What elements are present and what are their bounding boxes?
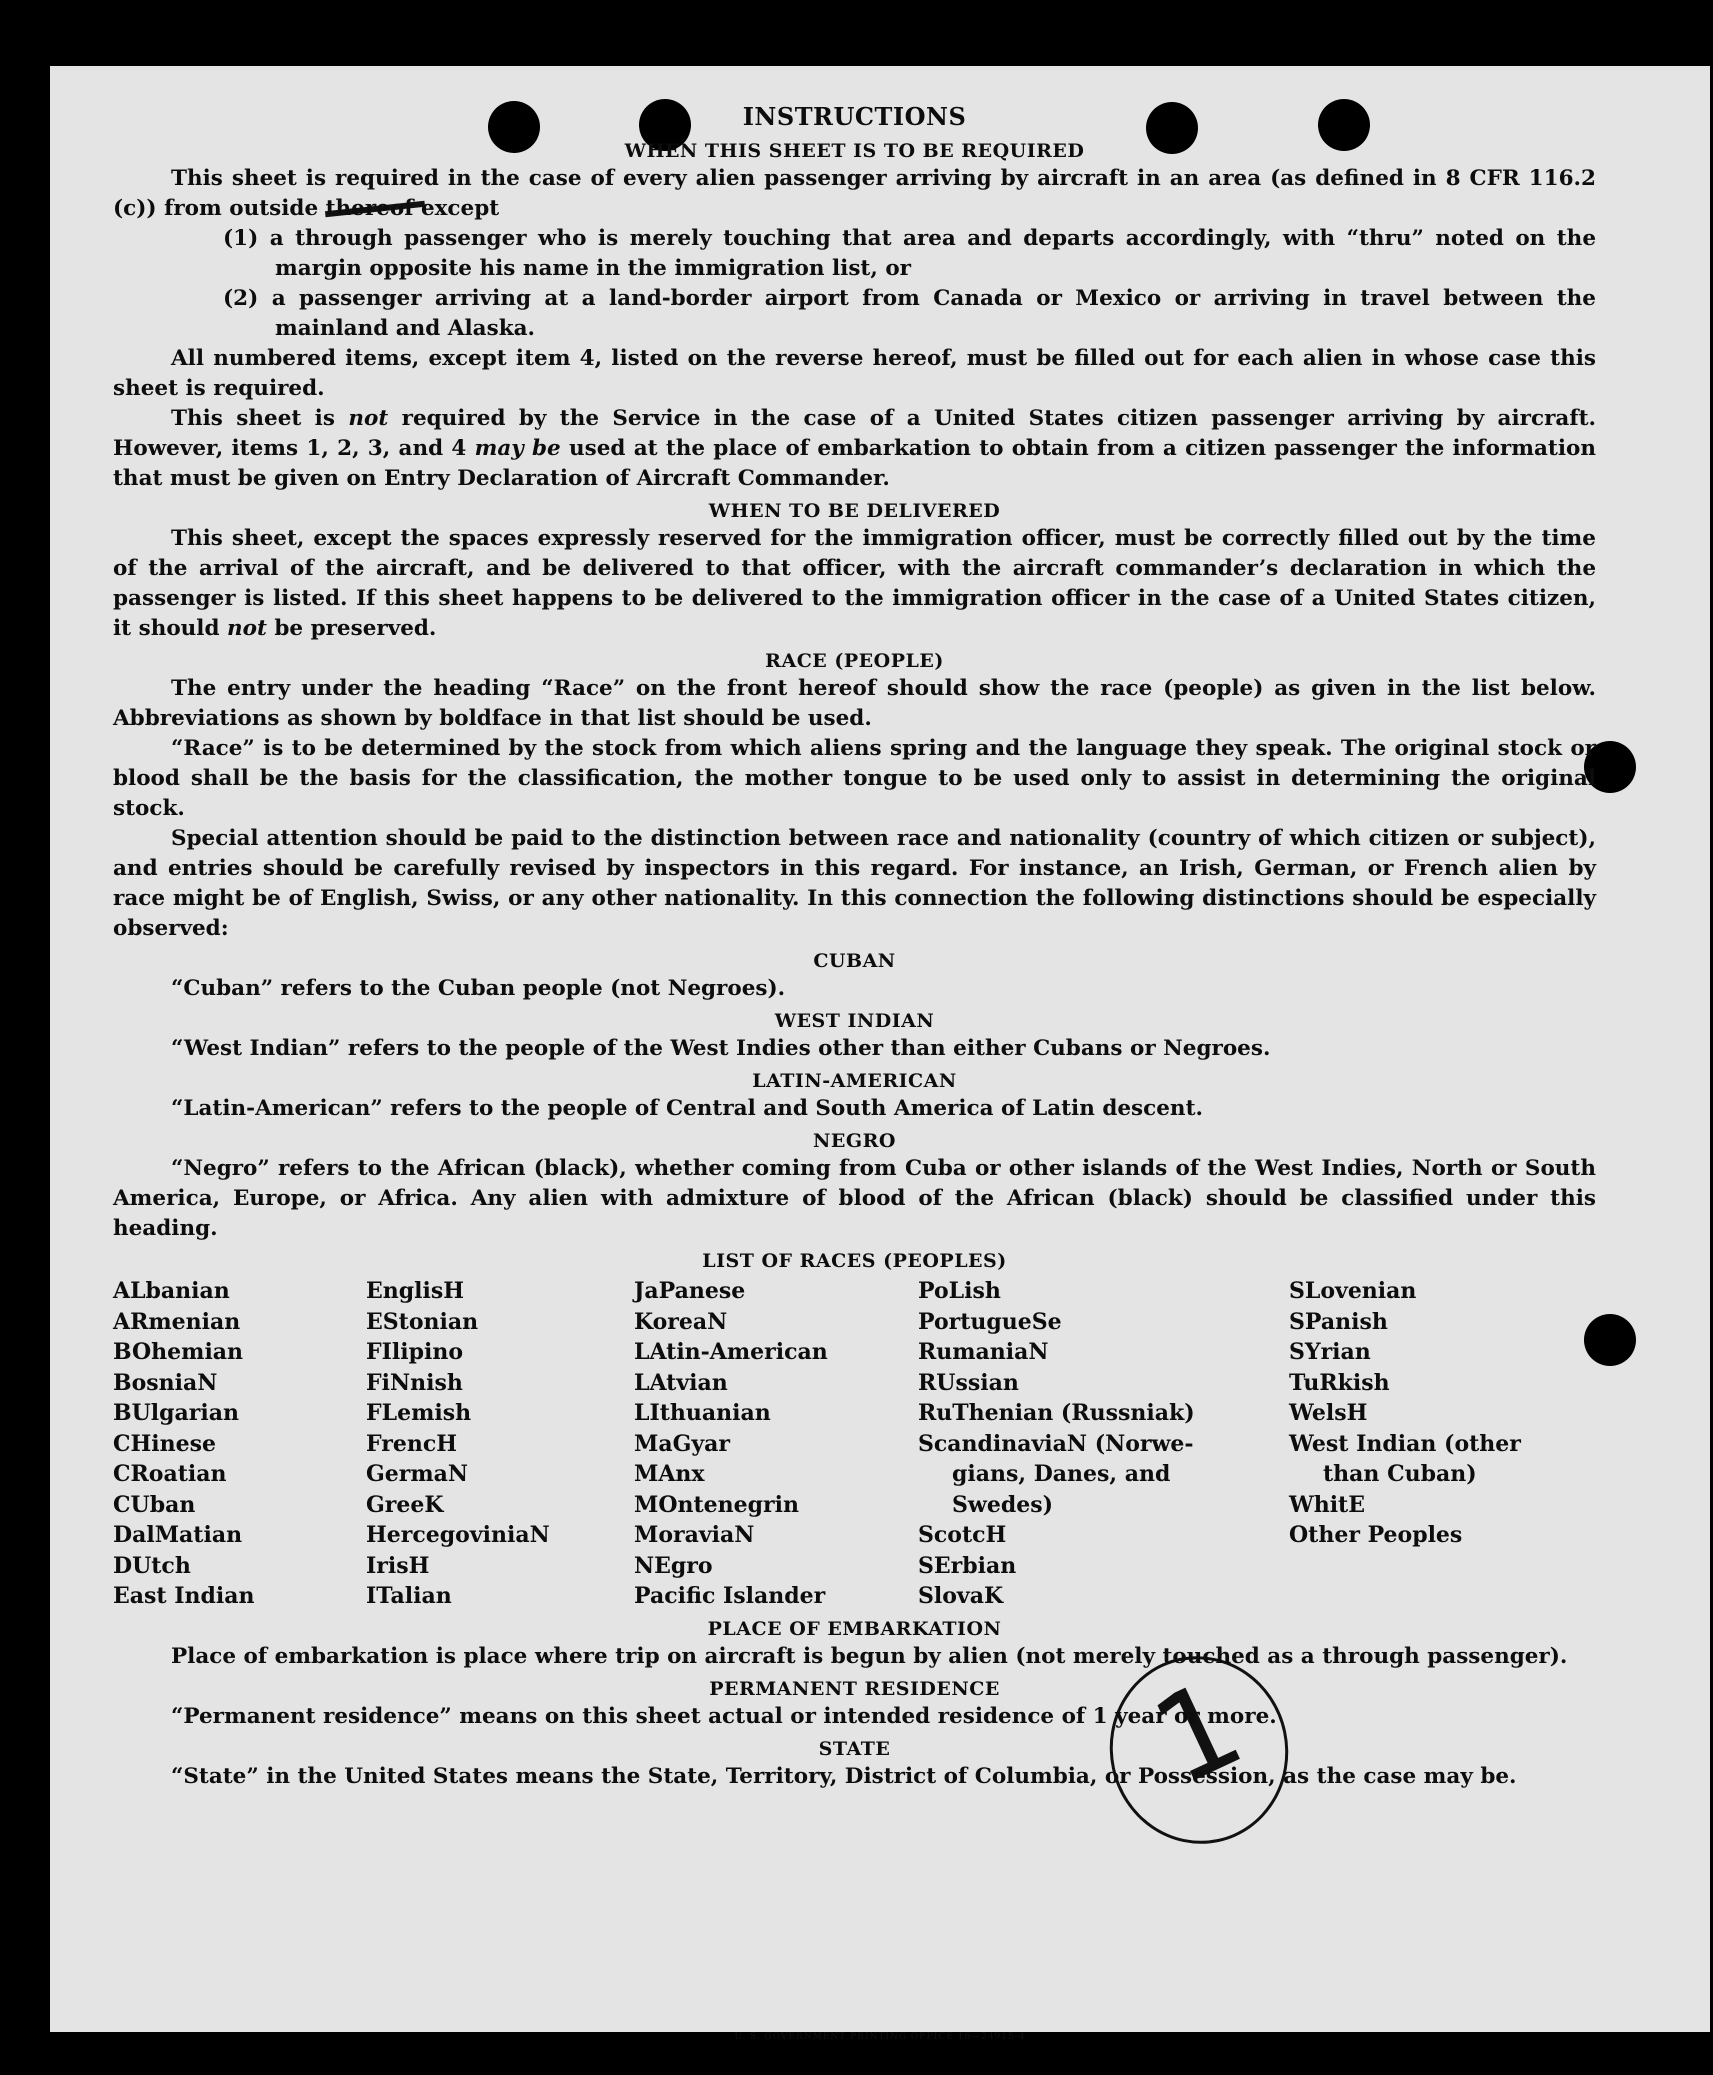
race-entry: MaGyar	[634, 1430, 731, 1457]
race-entry: Swedes)	[952, 1491, 1053, 1518]
race-entry: IrisH	[366, 1552, 430, 1579]
race-entry: West Indian (other	[1289, 1430, 1521, 1457]
race-entry: MOntenegrin	[634, 1491, 799, 1518]
race-entry: RumaniaN	[918, 1339, 1049, 1365]
race-entry: ALbanian	[113, 1278, 230, 1304]
section-heading: WEST INDIAN	[774, 1010, 935, 1032]
race-entry: TuRkish	[1289, 1369, 1390, 1396]
paragraph: “Negro” refers to the African (black), whether coming from Cuba or other islands of the West Indies, North or South America, Europe, or Africa. Any alien with admixture of blood of the African (black) should be classified under this heading.	[113, 1156, 1596, 1241]
race-entry: BosniaN	[113, 1369, 218, 1396]
section-heading: RACE (PEOPLE)	[765, 650, 944, 672]
race-entry: WelsH	[1289, 1400, 1368, 1426]
race-entry: PortugueSe	[918, 1308, 1062, 1335]
section-heading: PERMANENT RESIDENCE	[709, 1677, 1000, 1700]
section-heading: WHEN THIS SHEET IS TO BE REQUIRED	[624, 140, 1085, 162]
printing-office-footer: U. S. GOVERNMENT PRINTING OFFICE 16—24915-4	[734, 2032, 1026, 2042]
race-entry: DUtch	[113, 1552, 191, 1579]
list-item: (1) a through passenger who is merely touching that area and departs accordingly, with “thru” noted on the margin opposite his name in the immigration list, or	[223, 226, 1596, 281]
race-entry: CHinese	[113, 1430, 217, 1457]
race-entry: RUssian	[918, 1369, 1019, 1396]
paragraph: “Permanent residence” means on this sheet actual or intended residence of 1 year or more.	[171, 1703, 1277, 1729]
race-entry: PoLish	[918, 1278, 1001, 1304]
race-entry: JaPanese	[634, 1278, 746, 1304]
paragraph: This sheet is not required by the Service in the case of a United States citizen passenger arriving by aircraft. However, items 1, 2, 3, and 4 may be used at the place of embarkation to obtain from a citizen passenger the information that must be given on Entry Declaration of Aircraft Commander.	[113, 406, 1597, 491]
race-entry: EnglisH	[366, 1278, 465, 1304]
race-entry: KoreaN	[634, 1308, 728, 1335]
race-entry: CUban	[113, 1491, 196, 1518]
paragraph: All numbered items, except item 4, listed on the reverse hereof, must be filled out for each alien in whose case this sheet is required.	[113, 346, 1596, 401]
race-entry: FrencH	[366, 1430, 457, 1457]
race-entry: MAnx	[634, 1461, 705, 1487]
race-entry: SErbian	[918, 1552, 1017, 1579]
race-entry: GreeK	[366, 1491, 444, 1518]
race-entry: Pacific Islander	[634, 1583, 826, 1609]
race-entry: NEgro	[634, 1552, 713, 1579]
race-entry: East Indian	[113, 1583, 255, 1609]
paragraph: “West Indian” refers to the people of the West Indies other than either Cubans or Negroes.	[171, 1036, 1271, 1061]
list-item: (2) a passenger arriving at a land-border airport from Canada or Mexico or arriving in travel between the mainland and Alaska.	[223, 286, 1596, 341]
race-entry: ScotcH	[918, 1522, 1007, 1548]
race-entry: CRoatian	[113, 1461, 227, 1487]
section-heading: STATE	[818, 1737, 891, 1760]
race-column	[113, 1276, 366, 1612]
paragraph: This sheet is required in the case of every alien passenger arriving by aircraft in an area (as defined in 8 CFR 116.2 (c)) from outside thereof except	[113, 166, 1596, 221]
paragraph: “State” in the United States means the State, Territory, District of Columbia, or Possession, as the case may be.	[171, 1763, 1517, 1789]
handwritten-number: 1	[1134, 1654, 1263, 1813]
paragraph: “Latin-American” refers to the people of Central and South America of Latin descent.	[171, 1096, 1203, 1121]
page-title: INSTRUCTIONS	[742, 102, 967, 131]
paragraph: “Race” is to be determined by the stock from which aliens spring and the language they speak. The original stock or blood shall be the basis for the classification, the mother tongue to be used only to assist in determining the original stock.	[113, 736, 1596, 821]
race-entry: SLovenian	[1289, 1278, 1417, 1304]
race-entry: FiNnish	[366, 1369, 463, 1396]
race-list	[113, 1276, 1596, 1612]
race-entry: SlovaK	[918, 1583, 1004, 1609]
race-entry: EStonian	[366, 1308, 479, 1335]
race-entry: SYrian	[1289, 1339, 1371, 1365]
race-entry: ARmenian	[113, 1308, 241, 1335]
race-entry: BUlgarian	[113, 1400, 239, 1426]
section-heading: CUBAN	[813, 950, 896, 972]
section-heading: PLACE OF EMBARKATION	[707, 1617, 1002, 1640]
race-entry: WhitE	[1289, 1491, 1365, 1518]
section-heading: NEGRO	[813, 1130, 896, 1152]
race-column	[634, 1276, 918, 1612]
race-entry: LAtvian	[634, 1369, 728, 1396]
race-entry: SPanish	[1289, 1308, 1388, 1335]
paragraph: Place of embarkation is place where trip on aircraft is begun by alien (not merely touched as a through passenger).	[171, 1643, 1568, 1669]
instructions-text	[113, 100, 1596, 1792]
section-heading: WHEN TO BE DELIVERED	[708, 500, 1001, 522]
race-column	[1289, 1276, 1596, 1612]
race-entry: Other Peoples	[1289, 1522, 1463, 1548]
race-entry: BOhemian	[113, 1339, 244, 1365]
race-entry: DalMatian	[113, 1522, 243, 1548]
race-column	[366, 1276, 634, 1612]
race-entry: LIthuanian	[634, 1400, 771, 1426]
race-entry: gians, Danes, and	[952, 1461, 1171, 1487]
race-entry: MoraviaN	[634, 1522, 755, 1548]
race-entry: ITalian	[366, 1583, 452, 1609]
race-entry: than Cuban)	[1323, 1461, 1477, 1487]
race-entry: HercegoviniaN	[366, 1522, 550, 1548]
section-heading: LATIN-AMERICAN	[752, 1070, 957, 1092]
paragraph: Special attention should be paid to the distinction between race and nationality (country of which citizen or subject), and entries should be carefully revised by inspectors in this regard. For instance, an Irish, German, or French alien by race might be of English, Swiss, or any other nationality. In this connection the following distinctions should be especially observed:	[113, 826, 1596, 941]
race-entry: FIlipino	[366, 1339, 464, 1365]
section-heading: LIST OF RACES (PEOPLES)	[702, 1250, 1007, 1272]
paragraph: “Cuban” refers to the Cuban people (not Negroes).	[171, 976, 786, 1001]
race-entry: RuThenian (Russniak)	[918, 1400, 1195, 1426]
race-entry: FLemish	[366, 1400, 472, 1426]
paragraph: The entry under the heading “Race” on the front hereof should show the race (people) as given in the list below. Abbreviations as shown by boldface in that list should be used.	[113, 676, 1596, 731]
race-entry: LAtin-American	[634, 1339, 828, 1365]
race-entry: ScandinaviaN (Norwe-	[918, 1430, 1194, 1457]
paragraph: This sheet, except the spaces expressly reserved for the immigration officer, must be correctly filled out by the time of the arrival of the aircraft, and be delivered to that officer, with the aircraft commander’s declaration in which the passenger is listed. If this sheet happens to be delivered to the immigration officer in the case of a United States citizen, it should not be preserved.	[113, 526, 1596, 641]
race-column	[918, 1276, 1289, 1612]
race-entry: GermaN	[366, 1461, 469, 1487]
